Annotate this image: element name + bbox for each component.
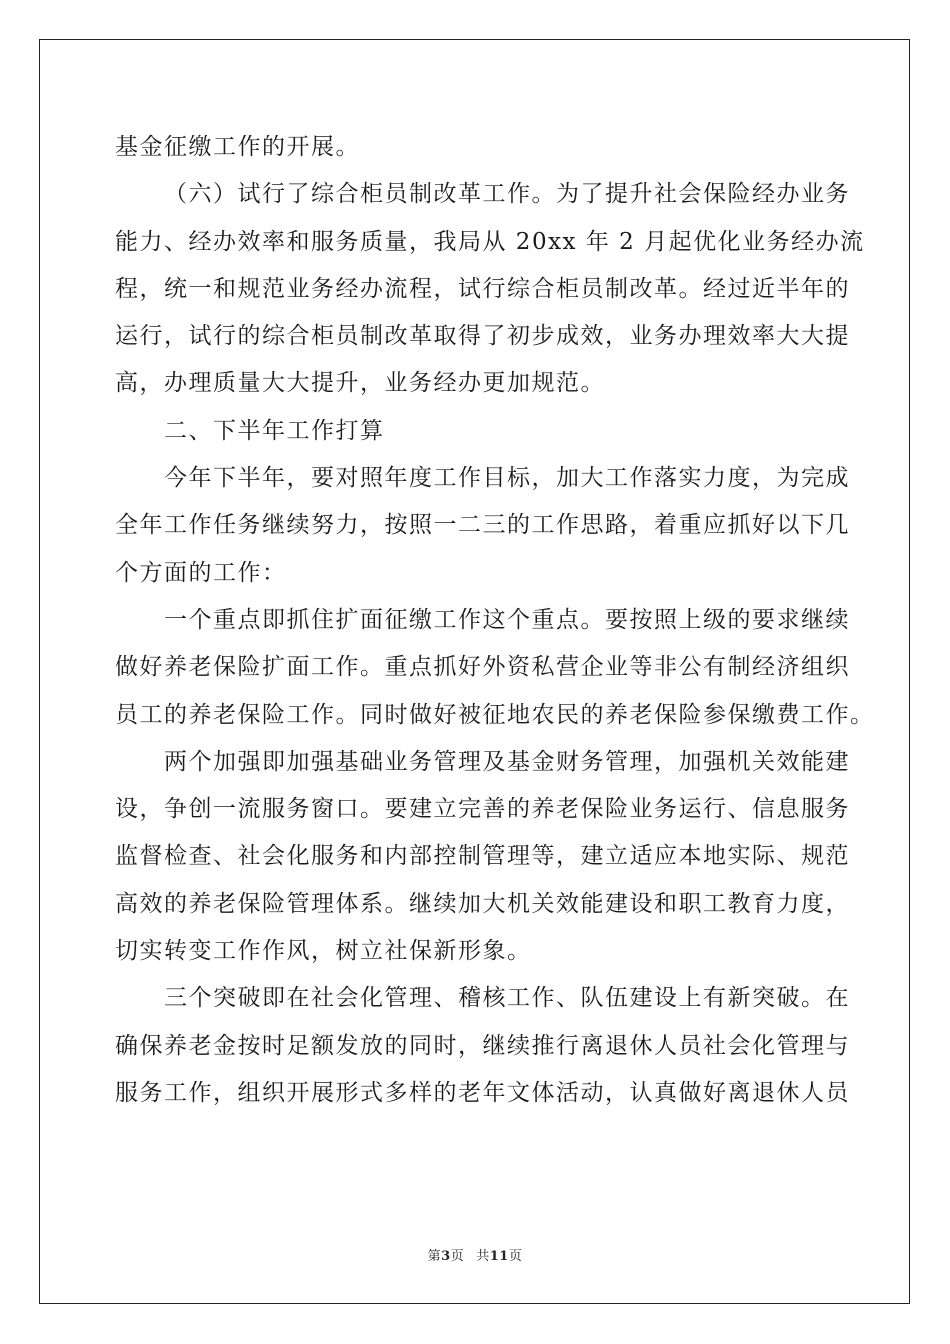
total-suffix: 页 xyxy=(508,1249,523,1264)
total-prefix: 共 xyxy=(476,1249,490,1264)
page-suffix: 页 xyxy=(450,1249,465,1264)
text-line: 高效的养老保险管理体系。继续加大机关效能建设和职工教育力度， xyxy=(115,890,850,917)
text-line: 能力、经办效率和服务质量，我局从 20xx 年 2 月起优化业务经办流 xyxy=(115,228,865,255)
text-line: 做好养老保险扩面工作。重点抓好外资私营企业等非公有制经济组织 xyxy=(115,654,850,681)
document-body xyxy=(115,124,875,1117)
text-line: （六）试行了综合柜员制改革工作。为了提升社会保险经办业务 xyxy=(164,181,850,208)
text-line: 确保养老金按时足额发放的同时，继续推行离退休人员社会化管理与 xyxy=(115,1032,850,1059)
text-line: 三个突破即在社会化管理、稽核工作、队伍建设上有新突破。在 xyxy=(164,985,850,1012)
current-page-number: 3 xyxy=(441,1249,451,1264)
text-line: 监督检查、社会化服务和内部控制管理等，建立适应本地实际、规范 xyxy=(115,843,850,870)
text-line: 全年工作任务继续努力，按照一二三的工作思路，着重应抓好以下几 xyxy=(115,512,850,539)
text-line: 基金征缴工作的开展。 xyxy=(115,134,360,160)
text-line: 员工的养老保险工作。同时做好被征地农民的养老保险参保缴费工作。 xyxy=(115,701,875,728)
text-line: 运行，试行的综合柜员制改革取得了初步成效，业务办理效率大大提 xyxy=(115,323,850,350)
text-line: 两个加强即加强基础业务管理及基金财务管理，加强机关效能建 xyxy=(164,748,850,775)
page-prefix: 第 xyxy=(427,1249,442,1264)
text-line: 设，争创一流服务窗口。要建立完善的养老保险业务运行、信息服务 xyxy=(115,796,850,823)
text-line: 程，统一和规范业务经办流程，试行综合柜员制改革。经过近半年的 xyxy=(115,275,850,302)
page-footer xyxy=(0,1245,950,1264)
text-line: 一个重点即抓住扩面征缴工作这个重点。要按照上级的要求继续 xyxy=(164,606,850,633)
text-line: 个方面的工作： xyxy=(115,559,287,586)
text-line: 今年下半年，要对照年度工作目标，加大工作落实力度，为完成 xyxy=(164,465,850,492)
text-line: 高，办理质量大大提升，业务经办更加规范。 xyxy=(115,370,605,397)
text-line: 切实转变工作作风，树立社保新形象。 xyxy=(115,938,532,965)
text-line: 二、下半年工作打算 xyxy=(164,417,385,444)
total-page-number: 11 xyxy=(489,1249,509,1264)
text-line: 服务工作，组织开展形式多样的老年文体活动，认真做好离退休人员 xyxy=(115,1079,850,1106)
